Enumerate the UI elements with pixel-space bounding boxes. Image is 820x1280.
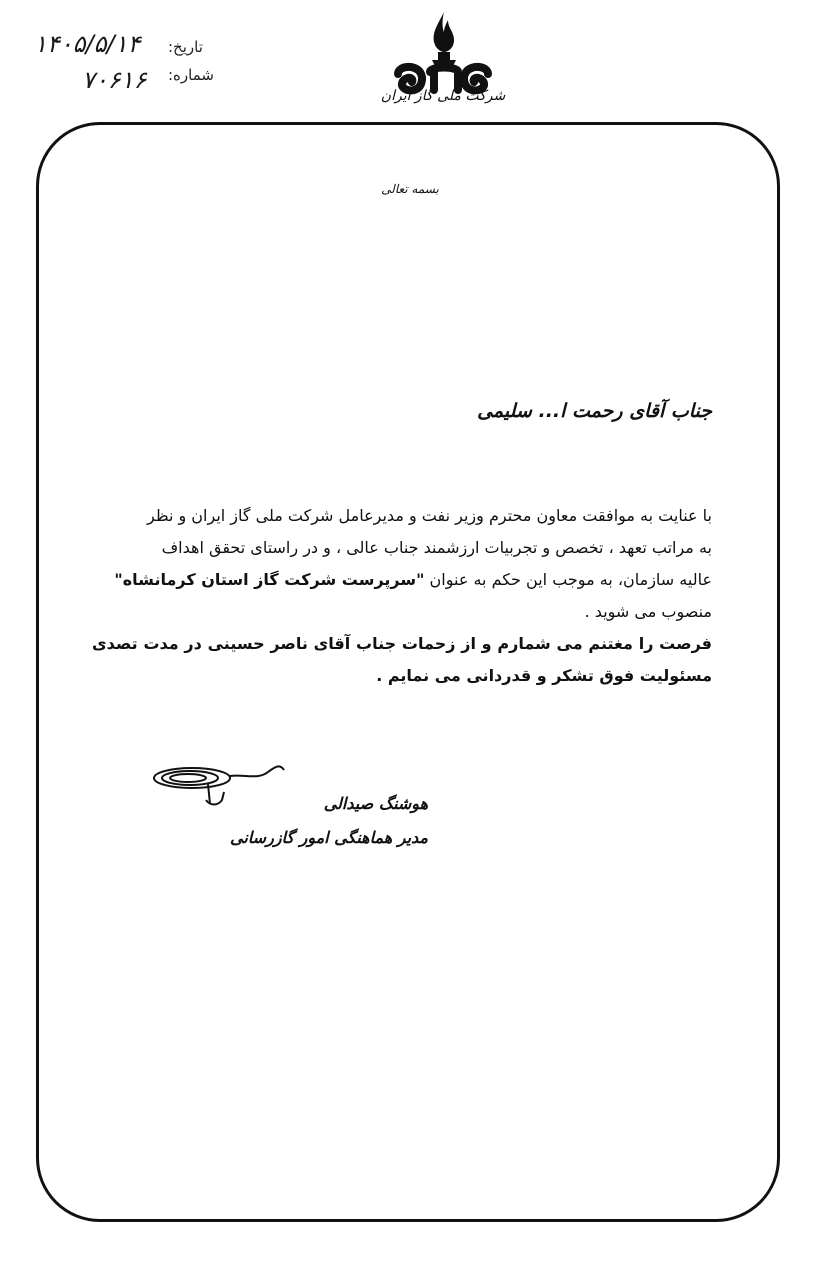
paragraph-thanks: فرصت را مغتنم می شمارم و از زحمات جناب آقای ناصر حسینی در مدت تصدی مسئولیت فوق تشکر و قدردانی می نمایم . [92,634,712,685]
paragraph-appointment [92,500,712,628]
number-label: شماره: [168,66,214,84]
handwritten-signature [148,756,308,812]
paragraph-line: منصوب می شوید . [584,602,712,621]
besmeh-heading: بسمه تعالی [381,182,439,196]
signer-title: مدیر هماهنگی امور گازرسانی [230,828,428,847]
company-name: شرکت ملی گاز ایران [380,88,506,104]
number-value-handwritten: ۷۰۶۱۶ [82,66,147,94]
appointment-position: "سرپرست شرکت گاز استان کرمانشاه" [114,570,425,589]
addressee: جناب آقای رحمت ا... سلیمی [477,400,712,422]
paragraph-line-text: عالیه سازمان، به موجب این حکم به عنوان [429,570,712,589]
date-label: تاریخ: [168,38,203,56]
signer-name: هوشنگ صیدالی [323,794,428,813]
paragraph-line [92,564,712,596]
date-value-handwritten: ۱۴۰۵/۵/۱۴ [34,30,141,58]
paragraph-line: با عنایت به موافقت معاون محترم وزیر نفت و مدیرعامل شرکت ملی گاز ایران و نظر [146,506,712,525]
paragraph-line: به مراتب تعهد ، تخصص و تجربیات ارزشمند جناب عالی ، و در راستای تحقق اهداف [161,538,712,557]
